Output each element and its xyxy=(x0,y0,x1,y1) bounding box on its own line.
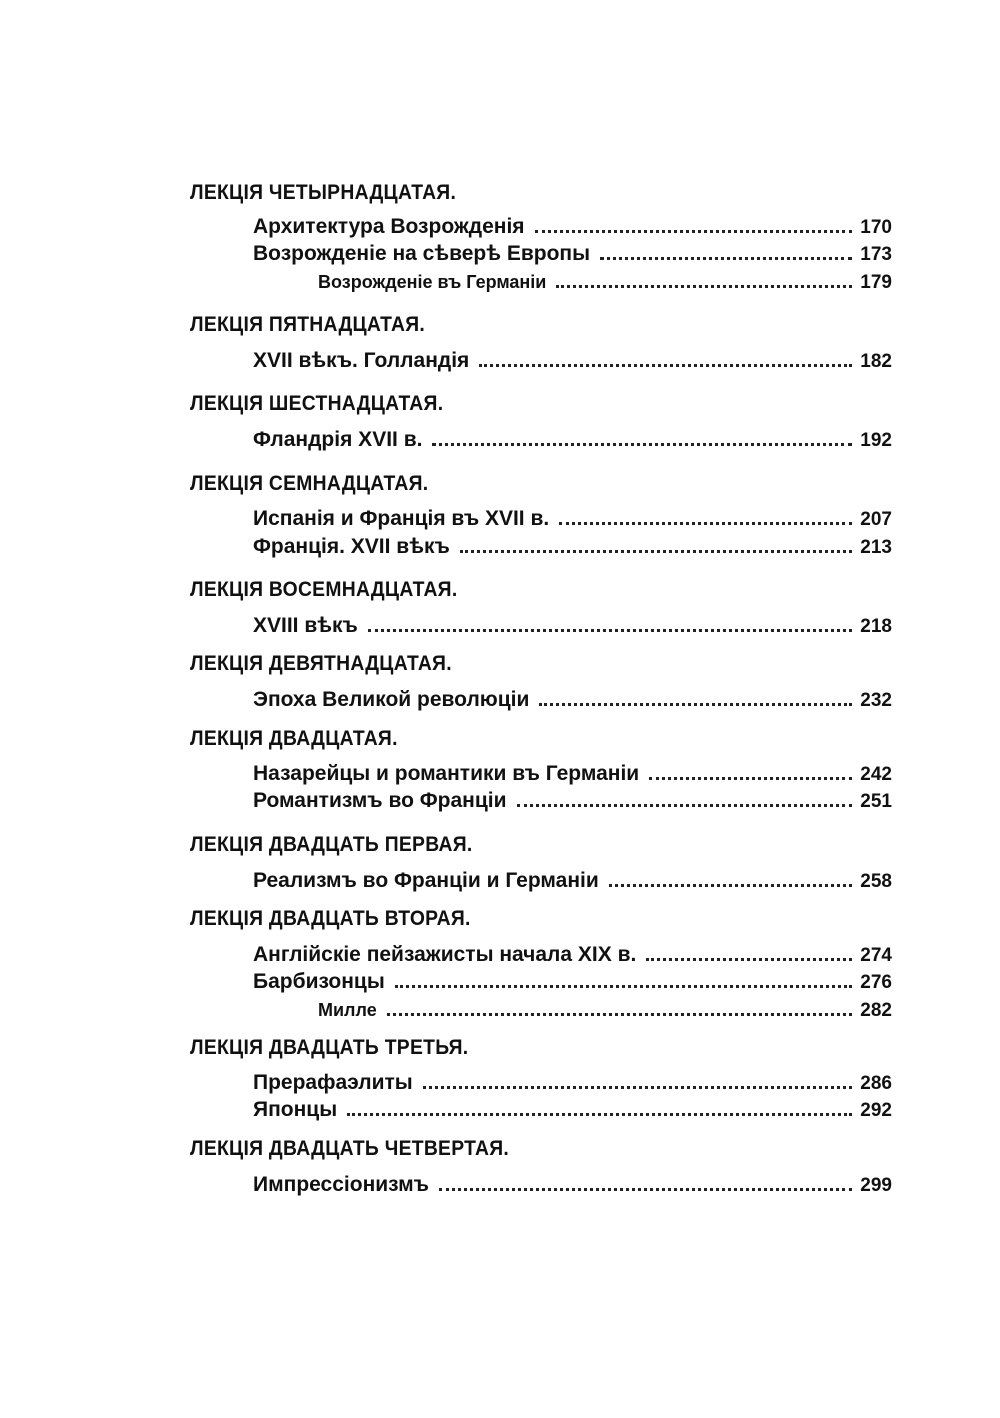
toc-entry-title: Англійскіе пейзажисты начала XIX в. xyxy=(253,943,637,966)
dot-leader xyxy=(649,777,852,780)
dot-leader xyxy=(646,958,852,961)
toc-entry-title: Испанія и Франція въ XVII в. xyxy=(253,507,550,530)
lecture-heading: ЛЕКЦІЯ ПЯТНАДЦАТАЯ. xyxy=(190,313,426,336)
toc-entry-title: Милле xyxy=(318,1000,377,1020)
toc-entry xyxy=(253,215,892,240)
dot-leader xyxy=(368,629,852,632)
toc-entry xyxy=(253,614,892,639)
toc-entry-title: Импрессіонизмъ xyxy=(253,1173,429,1196)
dot-leader xyxy=(423,1086,852,1089)
toc-entry-page: 179 xyxy=(860,272,892,293)
dot-leader xyxy=(347,1113,852,1116)
dot-leader xyxy=(517,804,852,807)
dot-leader xyxy=(387,1013,852,1016)
dot-leader xyxy=(556,285,852,288)
lecture-heading: ЛЕКЦІЯ ДВАДЦАТЬ ПЕРВАЯ. xyxy=(190,833,473,856)
lecture-heading: ЛЕКЦІЯ СЕМНАДЦАТАЯ. xyxy=(190,472,429,495)
toc-entry-page: 207 xyxy=(860,509,892,530)
lecture-heading: ЛЕКЦІЯ ДВАДЦАТЬ ЧЕТВЕРТАЯ. xyxy=(190,1137,510,1160)
toc-entry xyxy=(253,789,892,814)
toc-entry xyxy=(253,507,892,532)
toc-entry-title: Прерафаэлиты xyxy=(253,1071,413,1094)
dot-leader xyxy=(535,230,852,233)
toc-entry-title: Эпоха Великой революціи xyxy=(253,688,530,711)
toc-entry xyxy=(253,1173,892,1198)
lecture-heading: ЛЕКЦІЯ ШЕСТНАДЦАТАЯ. xyxy=(190,392,444,415)
toc-entry-page: 274 xyxy=(860,945,892,966)
dot-leader xyxy=(439,1188,852,1191)
toc-entry-title: XVII вѣкъ. Голландія xyxy=(253,349,470,372)
toc-entry-title: Японцы xyxy=(253,1098,338,1121)
lecture-heading: ЛЕКЦІЯ ДВАДЦАТАЯ. xyxy=(190,727,398,750)
lecture-heading: ЛЕКЦІЯ ДЕВЯТНАДЦАТАЯ. xyxy=(190,652,452,675)
toc-entry xyxy=(253,943,892,968)
lecture-heading: ЛЕКЦІЯ ДВАДЦАТЬ ТРЕТЬЯ. xyxy=(190,1036,469,1059)
dot-leader xyxy=(600,257,852,260)
toc-entry-page: 192 xyxy=(860,430,892,451)
toc-entry-page: 286 xyxy=(860,1073,892,1094)
toc-entry-title: Реализмъ во Франціи и Германіи xyxy=(253,869,599,892)
toc-entry xyxy=(253,970,892,995)
toc-entry-title: XVIII вѣкъ xyxy=(253,614,358,637)
toc-entry xyxy=(253,242,892,267)
toc-entry xyxy=(253,1071,892,1096)
toc-entry-page: 251 xyxy=(860,791,892,812)
toc-entry-page: 232 xyxy=(860,690,892,711)
toc-entry-title: Фландрія XVII в. xyxy=(253,428,423,451)
toc-entry xyxy=(253,1098,892,1123)
toc-entry-title: Франція. XVII вѣкъ xyxy=(253,535,450,558)
toc-entry-title: Возрожденіе на сѣверѣ Европы xyxy=(253,242,591,265)
toc-entry-page: 242 xyxy=(860,764,892,785)
toc-entry-title: Барбизонцы xyxy=(253,970,385,993)
dot-leader xyxy=(432,443,852,446)
toc-entry-title: Архитектура Возрожденія xyxy=(253,215,525,238)
toc-entry-title: Возрожденіе въ Германіи xyxy=(318,272,547,292)
toc-entry-title: Романтизмъ во Франціи xyxy=(253,789,507,812)
toc-entry-page: 276 xyxy=(860,972,892,993)
dot-leader xyxy=(395,985,852,988)
toc-entry-page: 292 xyxy=(860,1100,892,1121)
toc-entry-page: 213 xyxy=(860,537,892,558)
toc-subentry xyxy=(318,998,892,1023)
lecture-heading: ЛЕКЦІЯ ЧЕТЫРНАДЦАТАЯ. xyxy=(190,181,457,204)
toc-entry-page: 258 xyxy=(860,871,892,892)
toc-entry-page: 170 xyxy=(860,217,892,238)
toc-entry xyxy=(253,762,892,787)
lecture-heading: ЛЕКЦІЯ ВОСЕМНАДЦАТАЯ. xyxy=(190,578,458,601)
dot-leader xyxy=(460,550,852,553)
toc-entry xyxy=(253,428,892,453)
toc-entry-page: 182 xyxy=(860,351,892,372)
toc-entry xyxy=(253,349,892,374)
toc-entry xyxy=(253,688,892,713)
toc-entry-title: Назарейцы и романтики въ Германіи xyxy=(253,762,640,785)
dot-leader xyxy=(479,364,852,367)
toc-entry xyxy=(253,869,892,894)
toc-entry-page: 173 xyxy=(860,244,892,265)
lecture-heading: ЛЕКЦІЯ ДВАДЦАТЬ ВТОРАЯ. xyxy=(190,907,471,930)
dot-leader xyxy=(539,703,852,706)
toc-subentry xyxy=(318,270,892,295)
toc-entry-page: 282 xyxy=(860,1000,892,1021)
dot-leader xyxy=(609,884,852,887)
toc-entry-page: 218 xyxy=(860,616,892,637)
dot-leader xyxy=(559,522,852,525)
toc-entry-page: 299 xyxy=(860,1175,892,1196)
toc-entry xyxy=(253,535,892,560)
